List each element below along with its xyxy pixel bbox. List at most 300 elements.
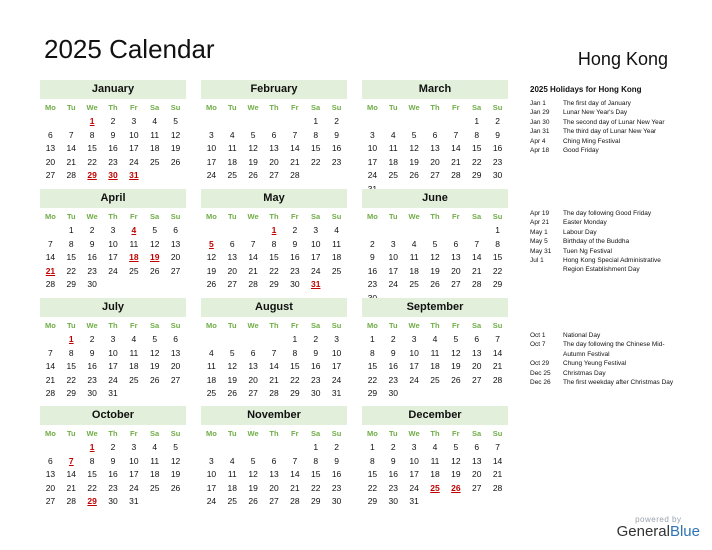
- empty-day: [425, 115, 446, 129]
- day-cell: 9: [313, 347, 319, 358]
- day-cell: 3: [110, 225, 116, 235]
- empty-day: [425, 224, 446, 238]
- weekday-row: [40, 210, 186, 223]
- day-cell: 3: [110, 334, 116, 344]
- holiday-name: National Day: [563, 332, 601, 339]
- day-cell: 16: [87, 361, 97, 371]
- day-cell: 12: [409, 143, 419, 153]
- day-cell: 3: [370, 129, 375, 140]
- day-cell: 23: [492, 156, 503, 167]
- day-cell: 8: [271, 238, 277, 249]
- day-cell: 25: [129, 265, 139, 276]
- holiday-date: Apr 18: [530, 147, 550, 155]
- day-cell: 15: [290, 361, 300, 371]
- month-march: [362, 80, 508, 196]
- empty-day: [404, 224, 425, 238]
- day-cell: 18: [129, 361, 139, 371]
- day-cell: 1: [495, 225, 500, 235]
- day-cell: 7: [48, 238, 53, 249]
- day-cell: 14: [269, 361, 279, 371]
- empty-day: [40, 333, 61, 347]
- day-cell: 24: [129, 482, 139, 493]
- day-cell: 23: [108, 156, 118, 167]
- empty-day: [284, 441, 305, 455]
- day-cell: 4: [229, 455, 235, 466]
- day-cell: 19: [227, 374, 237, 385]
- holiday-name: Hong Kong Special Administrative Region Establishment Day: [563, 257, 661, 274]
- day-cell: 23: [310, 374, 321, 385]
- day-cell: 16: [388, 361, 398, 371]
- weekday-label: Fr: [452, 321, 460, 330]
- day-cell: 6: [474, 442, 480, 452]
- day-cell: 2: [334, 116, 339, 126]
- weekday-label: Mo: [367, 429, 378, 438]
- day-cell: 23: [388, 482, 398, 493]
- day-cell: 27: [451, 279, 461, 289]
- holiday-day-cell: 31: [310, 279, 321, 289]
- day-cell: 29: [492, 279, 503, 289]
- day-cell: 20: [471, 361, 482, 371]
- holiday-name: Labour Day: [563, 228, 597, 236]
- weekday-label: We: [408, 212, 420, 221]
- day-cell: 8: [89, 129, 95, 140]
- day-cell: 10: [206, 469, 217, 479]
- day-cell: 14: [451, 143, 461, 153]
- day-cell: 21: [248, 265, 258, 276]
- day-cell: 11: [129, 347, 139, 358]
- powered-by-text: powered by: [635, 515, 682, 524]
- day-cell: 23: [367, 279, 378, 289]
- holiday-date: Dec 26: [530, 379, 551, 387]
- day-cell: 11: [430, 455, 440, 466]
- weekday-label: Mo: [367, 321, 378, 330]
- day-cell: 20: [170, 252, 181, 262]
- holiday-row: [530, 209, 680, 218]
- holiday-date: Jul 1: [530, 257, 544, 265]
- day-cell: 21: [269, 374, 279, 385]
- weekday-label: Su: [170, 321, 181, 330]
- day-cell: 20: [269, 156, 279, 167]
- day-cell: 5: [250, 455, 256, 466]
- empty-day: [466, 224, 487, 238]
- weekday-label: Th: [430, 212, 440, 221]
- weekday-label: Su: [331, 212, 342, 221]
- day-cell: 14: [290, 143, 300, 153]
- holiday-date: Apr 19: [530, 210, 550, 217]
- day-cell: 12: [149, 347, 160, 358]
- day-cell: 15: [87, 469, 97, 479]
- day-cell: 18: [331, 252, 342, 262]
- day-cell: 23: [388, 374, 398, 385]
- day-cell: 25: [149, 482, 160, 493]
- weekday-row: [201, 319, 347, 332]
- day-cell: 5: [152, 225, 158, 235]
- weekday-label: Fr: [291, 212, 299, 221]
- day-cell: 16: [492, 143, 503, 153]
- day-cell: 22: [310, 156, 321, 167]
- day-cell: 12: [430, 252, 440, 262]
- weekday-label: Su: [170, 429, 181, 438]
- weekday-label: Th: [430, 321, 440, 330]
- empty-day: [264, 115, 285, 129]
- day-cell: 11: [227, 469, 237, 479]
- holiday-row: [530, 256, 680, 275]
- weekday-label: Su: [331, 429, 342, 438]
- day-cell: 29: [290, 388, 300, 398]
- month-name: September: [362, 298, 508, 317]
- weekday-label: Fr: [291, 321, 299, 330]
- holiday-name: The day following Good Friday: [563, 210, 652, 217]
- day-cell: 1: [370, 442, 375, 452]
- holiday-date: Apr 21: [530, 219, 550, 227]
- month-april: [40, 189, 186, 292]
- day-cell: 5: [229, 347, 235, 358]
- empty-day: [222, 224, 243, 238]
- day-cell: 4: [131, 334, 137, 344]
- weekday-label: Sa: [311, 321, 321, 330]
- weekday-label: Tu: [227, 212, 237, 221]
- day-cell: 27: [269, 170, 279, 180]
- day-cell: 9: [334, 455, 339, 466]
- empty-day: [40, 224, 61, 238]
- day-cell: 10: [409, 455, 419, 466]
- weekday-row: [40, 101, 186, 114]
- weekday-label: Sa: [472, 212, 482, 221]
- holiday-name: Chung Yeung Festival: [563, 360, 627, 368]
- holiday-date: Jan 31: [530, 128, 550, 136]
- day-cell: 24: [108, 265, 118, 276]
- holiday-date: Oct 7: [530, 341, 546, 349]
- day-cell: 8: [313, 455, 319, 466]
- day-cell: 11: [150, 455, 160, 466]
- weekday-label: We: [408, 429, 420, 438]
- day-cell: 6: [250, 347, 256, 358]
- holiday-day-cell: 26: [451, 482, 461, 493]
- day-cell: 17: [129, 469, 139, 479]
- empty-day: [445, 115, 466, 129]
- holiday-group: [530, 331, 680, 387]
- weekday-row: [201, 101, 347, 114]
- day-cell: 1: [313, 442, 319, 452]
- day-cell: 20: [45, 482, 56, 493]
- weekday-label: We: [86, 212, 98, 221]
- weekday-label: Su: [331, 321, 342, 330]
- day-cell: 21: [471, 265, 482, 276]
- day-cell: 22: [269, 265, 279, 276]
- empty-day: [201, 115, 222, 129]
- weekday-label: We: [86, 429, 98, 438]
- day-grid: [362, 115, 508, 196]
- day-cell: 13: [248, 361, 258, 371]
- weekday-label: Sa: [472, 321, 482, 330]
- month-name: July: [40, 298, 186, 317]
- day-cell: 6: [271, 129, 277, 140]
- day-cell: 28: [492, 482, 503, 493]
- weekday-label: Su: [170, 212, 181, 221]
- day-cell: 20: [45, 156, 56, 167]
- empty-day: [222, 333, 243, 347]
- day-cell: 15: [367, 469, 378, 479]
- day-cell: 29: [310, 496, 321, 506]
- day-cell: 16: [367, 265, 378, 276]
- month-name: October: [40, 406, 186, 425]
- weekday-label: Tu: [66, 212, 76, 221]
- day-cell: 19: [170, 143, 181, 153]
- day-cell: 11: [150, 129, 160, 140]
- day-cell: 4: [411, 238, 417, 249]
- weekday-row: [201, 427, 347, 440]
- day-cell: 7: [271, 347, 277, 358]
- day-cell: 24: [409, 482, 419, 493]
- weekday-label: Mo: [206, 212, 217, 221]
- day-cell: 25: [227, 170, 237, 180]
- holiday-day-cell: 31: [129, 170, 139, 180]
- day-cell: 4: [152, 442, 158, 452]
- day-cell: 25: [129, 374, 139, 385]
- weekday-label: Sa: [311, 212, 321, 221]
- day-cell: 7: [495, 442, 500, 452]
- holiday-row: [530, 378, 680, 387]
- day-cell: 6: [48, 455, 53, 466]
- month-name: June: [362, 189, 508, 208]
- day-cell: 24: [206, 170, 217, 180]
- day-cell: 13: [45, 143, 56, 153]
- day-cell: 26: [149, 265, 160, 276]
- weekday-label: Mo: [45, 103, 56, 112]
- day-grid: [201, 224, 347, 292]
- day-cell: 8: [89, 455, 95, 466]
- day-cell: 13: [430, 143, 440, 153]
- weekday-label: Fr: [130, 429, 138, 438]
- month-name: January: [40, 80, 186, 99]
- day-cell: 24: [331, 374, 342, 385]
- day-cell: 4: [432, 442, 438, 452]
- page-title: 2025 Calendar: [44, 34, 215, 64]
- day-grid: [40, 441, 186, 509]
- day-cell: 26: [248, 170, 258, 180]
- day-cell: 2: [495, 116, 500, 126]
- day-cell: 23: [290, 265, 300, 276]
- day-cell: 17: [129, 143, 139, 153]
- day-cell: 30: [290, 279, 300, 289]
- month-january: [40, 80, 186, 183]
- day-cell: 28: [471, 279, 482, 289]
- holiday-day-cell: 1: [68, 334, 74, 344]
- day-cell: 3: [411, 334, 417, 344]
- day-cell: 10: [409, 347, 419, 358]
- day-cell: 25: [430, 374, 440, 385]
- holiday-name: Tuen Ng Festival: [563, 247, 612, 255]
- day-cell: 17: [108, 361, 118, 371]
- day-cell: 21: [66, 156, 76, 167]
- day-cell: 10: [388, 252, 398, 262]
- day-cell: 11: [388, 143, 398, 153]
- day-cell: 3: [209, 129, 214, 140]
- holiday-row: [530, 247, 680, 256]
- holiday-name: Christmas Day: [563, 369, 606, 377]
- day-cell: 4: [390, 129, 396, 140]
- empty-day: [40, 115, 61, 129]
- day-cell: 25: [409, 279, 419, 289]
- day-cell: 1: [474, 116, 480, 126]
- day-cell: 31: [129, 496, 139, 506]
- holiday-day-cell: 29: [87, 170, 97, 180]
- weekday-label: Sa: [472, 103, 482, 112]
- empty-day: [243, 224, 264, 238]
- day-cell: 10: [367, 143, 378, 153]
- day-cell: 14: [492, 455, 503, 466]
- holiday-date: Jan 1: [530, 100, 546, 107]
- holiday-row: [530, 108, 680, 117]
- day-cell: 15: [310, 143, 321, 153]
- weekday-label: Tu: [66, 321, 76, 330]
- holiday-row: [530, 331, 680, 340]
- weekday-label: Tu: [388, 212, 398, 221]
- day-cell: 28: [290, 170, 300, 180]
- day-cell: 12: [149, 238, 160, 249]
- day-cell: 24: [310, 265, 321, 276]
- weekday-label: We: [86, 103, 98, 112]
- day-cell: 7: [453, 129, 459, 140]
- day-cell: 21: [492, 469, 503, 479]
- brand-blue: Blue: [669, 523, 700, 540]
- month-october: [40, 406, 186, 509]
- day-cell: 23: [331, 156, 342, 167]
- weekday-label: Su: [492, 103, 503, 112]
- day-cell: 22: [492, 265, 503, 276]
- day-cell: 22: [471, 156, 482, 167]
- weekday-label: Fr: [452, 429, 460, 438]
- day-grid: [40, 333, 186, 401]
- day-cell: 28: [66, 496, 76, 506]
- day-cell: 29: [367, 388, 378, 398]
- day-cell: 26: [206, 279, 217, 289]
- day-cell: 22: [310, 482, 321, 493]
- day-cell: 7: [68, 129, 74, 140]
- day-cell: 16: [290, 252, 300, 262]
- day-cell: 13: [471, 347, 482, 358]
- day-cell: 13: [45, 469, 56, 479]
- day-cell: 1: [292, 334, 298, 344]
- holiday-day-cell: 19: [149, 252, 160, 262]
- weekday-row: [40, 319, 186, 332]
- day-cell: 27: [170, 265, 181, 276]
- empty-day: [222, 115, 243, 129]
- day-cell: 15: [310, 469, 321, 479]
- day-cell: 27: [248, 388, 258, 398]
- weekday-label: Mo: [367, 103, 378, 112]
- month-name: November: [201, 406, 347, 425]
- weekday-label: Tu: [66, 429, 76, 438]
- day-cell: 30: [108, 496, 118, 506]
- day-cell: 7: [48, 347, 53, 358]
- weekday-label: Fr: [291, 429, 299, 438]
- day-cell: 3: [411, 442, 417, 452]
- day-cell: 30: [388, 388, 398, 398]
- day-cell: 21: [45, 374, 56, 385]
- day-cell: 15: [471, 143, 482, 153]
- day-cell: 28: [290, 496, 300, 506]
- day-cell: 3: [313, 225, 319, 235]
- day-cell: 12: [206, 252, 217, 262]
- day-cell: 8: [474, 129, 480, 140]
- day-cell: 20: [451, 265, 461, 276]
- weekday-label: Th: [269, 103, 279, 112]
- holiday-date: Jan 29: [530, 109, 550, 117]
- holiday-day-cell: 4: [131, 225, 137, 235]
- day-cell: 5: [173, 442, 178, 452]
- day-cell: 2: [292, 225, 298, 235]
- day-cell: 5: [453, 334, 459, 344]
- day-cell: 10: [206, 143, 217, 153]
- day-cell: 16: [310, 361, 321, 371]
- weekday-row: [362, 319, 508, 332]
- day-cell: 24: [108, 374, 118, 385]
- day-cell: 17: [331, 361, 342, 371]
- holiday-day-cell: 7: [68, 455, 74, 466]
- day-cell: 12: [170, 455, 181, 466]
- day-cell: 5: [453, 442, 459, 452]
- empty-day: [445, 224, 466, 238]
- day-cell: 14: [248, 252, 258, 262]
- day-cell: 10: [108, 347, 118, 358]
- weekday-label: Mo: [206, 103, 217, 112]
- holiday-row: [530, 237, 680, 246]
- holiday-day-cell: 25: [430, 482, 440, 493]
- day-cell: 28: [492, 374, 503, 385]
- weekday-label: Th: [108, 103, 118, 112]
- holiday-date: Apr 4: [530, 137, 546, 145]
- month-name: April: [40, 189, 186, 208]
- day-cell: 18: [227, 156, 237, 167]
- weekday-label: Tu: [388, 321, 398, 330]
- weekday-label: Fr: [452, 212, 460, 221]
- month-september: [362, 298, 508, 401]
- day-cell: 23: [108, 482, 118, 493]
- footer-logo: [617, 515, 700, 540]
- holiday-day-cell: 21: [45, 265, 56, 276]
- weekday-label: Mo: [45, 212, 56, 221]
- day-cell: 4: [152, 116, 158, 126]
- day-cell: 2: [110, 116, 116, 126]
- day-cell: 21: [290, 156, 300, 167]
- empty-day: [264, 333, 285, 347]
- day-cell: 19: [248, 156, 258, 167]
- day-cell: 13: [170, 238, 181, 249]
- day-cell: 25: [206, 388, 217, 398]
- weekday-label: Tu: [227, 429, 237, 438]
- day-grid: [40, 115, 186, 183]
- empty-day: [404, 115, 425, 129]
- day-cell: 24: [367, 170, 378, 180]
- holiday-row: [530, 127, 680, 136]
- holiday-row: [530, 228, 680, 237]
- holidays-title: 2025 Holidays for Hong Kong: [530, 85, 642, 94]
- day-cell: 7: [250, 238, 256, 249]
- day-cell: 24: [388, 279, 398, 289]
- day-cell: 24: [206, 496, 217, 506]
- weekday-label: Sa: [150, 103, 160, 112]
- day-cell: 19: [206, 265, 217, 276]
- day-cell: 11: [430, 347, 440, 358]
- empty-day: [40, 441, 61, 455]
- day-cell: 10: [310, 238, 321, 249]
- day-cell: 7: [292, 129, 298, 140]
- day-cell: 30: [492, 170, 503, 180]
- month-name: February: [201, 80, 347, 99]
- day-cell: 15: [367, 361, 378, 371]
- day-cell: 13: [227, 252, 237, 262]
